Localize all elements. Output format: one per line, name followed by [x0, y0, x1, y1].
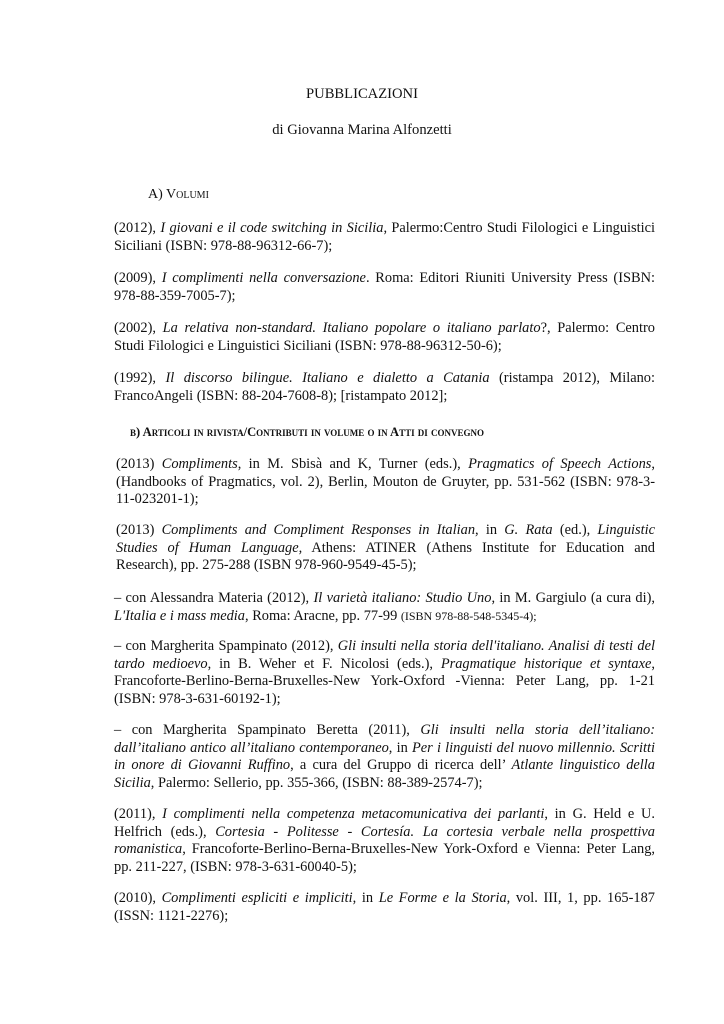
- entry-text: , in: [475, 522, 505, 538]
- entry-details: , Francoforte-Berlino-Berna-Bruxelles-New York-Oxford e Vienna: Peter Lang, pp. 211-227, (ISBN: 978-3-631-60040-5);: [114, 841, 655, 875]
- entry-details: , (Handbooks of Pragmatics, vol. 2), Berlin, Mouton de Gruyter, pp. 531-562 (ISBN: 978-3-11-023201-1);: [116, 456, 655, 508]
- entry-details: . Roma: Editori Riuniti University Press (ISBN: 978-88-359-7005-7);: [114, 270, 656, 304]
- entry-year: (2009),: [114, 270, 162, 286]
- entry-source: L'Italia e i mass media: [114, 607, 245, 624]
- entry-details: Athens: ATINER (Athens Institute for Education and Research), pp. 275-288 (ISBN 978-960-9549-45-5);: [116, 539, 655, 574]
- entry-details: ?, Palermo: Centro Studi Filologici e Linguistici Siciliani (ISBN: 978-88-96312-50-6);: [114, 320, 655, 354]
- entry-text: (2013): [116, 456, 162, 472]
- entry-title: I giovani e il code switching in Sicilia: [160, 220, 384, 236]
- entry-title: I complimenti nella conversazione: [161, 270, 366, 286]
- entry-text: – con Alessandra Materia (2012),: [114, 590, 314, 606]
- entry-text: (2011),: [114, 806, 163, 822]
- entry-text: , in G. Held e U. Helfrich (eds.),: [114, 806, 655, 840]
- article-entry: [114, 590, 655, 625]
- document-title: PUBBLICAZIONI: [306, 86, 418, 102]
- entry-source: Pragmatics of Speech Actions: [468, 456, 652, 472]
- article-entry: [116, 522, 655, 575]
- section-b-heading: b) Articoli in rivista/Contributi in volume o in Atti di convegno: [130, 425, 484, 439]
- entry-year: (2002),: [114, 320, 163, 336]
- author-line: di Giovanna Marina Alfonzetti: [272, 122, 452, 138]
- entry-text: , in M. Sbisà and K, Turner (eds.),: [237, 456, 469, 472]
- entry-details: , Roma: Aracne, pp. 77-99: [245, 607, 401, 624]
- entry-source: Per i linguisti del nuovo millennio. Scritti in onore di Giovanni Ruffino: [114, 739, 655, 774]
- entry-title: Il discorso bilingue. Italiano e dialetto a Catania: [165, 370, 490, 386]
- entry-text: , in: [388, 739, 412, 756]
- article-entry: [114, 806, 655, 876]
- volume-entry: [114, 220, 655, 255]
- entry-source: Le Forme e la Storia: [378, 890, 507, 906]
- entry-text: (2013): [116, 522, 162, 538]
- entry-text: , in B. Weher et F. Nicolosi (eds.),: [207, 655, 441, 672]
- entry-text: , in M. Gargiulo (a cura di),: [491, 590, 655, 606]
- entry-title: Gli insulti nella storia dell'italiano. Analisi di testi del tardo medioevo: [114, 638, 655, 672]
- entry-details: (ristampa 2012), Milano: FrancoAngeli (ISBN: 88-204-7608-8); [ristampato 2012];: [114, 370, 655, 404]
- volume-entry: [114, 370, 655, 405]
- entry-details: , Palermo: Sellerio, pp. 355-366, (ISBN: 88-389-2574-7);: [150, 774, 483, 791]
- entry-text: – con Margherita Spampinato Beretta (2011),: [114, 722, 421, 738]
- entry-title: Complimenti espliciti e impliciti: [161, 890, 353, 906]
- entry-title: Compliments: [161, 456, 238, 472]
- entry-title: Compliments and Compliment Responses in Italian: [161, 522, 476, 538]
- article-entry: [114, 638, 655, 708]
- volume-entry: [114, 320, 655, 355]
- entry-text: (ed.),: [552, 522, 598, 538]
- entry-title: Gli insulti nella storia dell’italiano: dall’italiano antico all’italiano contemporaneo: [114, 722, 655, 756]
- entry-source: Pragmatique historique et syntaxe: [440, 655, 652, 672]
- article-entry: [116, 456, 655, 509]
- entry-isbn: (ISBN 978-88-548-5345-4);: [400, 608, 537, 623]
- entry-details: , Palermo:Centro Studi Filologici e Linguistici Siciliani (ISBN: 978-88-96312-66-7);: [114, 220, 656, 254]
- entry-year: (2012),: [114, 220, 161, 236]
- volume-entry: [114, 270, 655, 305]
- entry-title: Il varietà italiano: Studio Uno: [313, 590, 492, 606]
- entry-details: , Francoforte-Berlino-Berna-Bruxelles-New York-Oxford -Vienna: Peter Lang, pp. 1-21 (ISBN: 978-3-631-60192-1);: [114, 655, 656, 707]
- entry-text: , in: [352, 890, 379, 906]
- entry-year: (1992),: [114, 370, 166, 386]
- article-entry: [114, 890, 655, 925]
- entry-title: La relativa non-standard. Italiano popolare o italiano parlato: [162, 320, 541, 336]
- entry-source: Cortesia - Politesse - Cortesía. La cortesia verbale nella prospettiva romanistica: [114, 823, 655, 858]
- entry-editor: G. Rata: [504, 522, 553, 538]
- entry-source: Linguistic Studies of Human Language,: [116, 522, 655, 556]
- section-a-heading: A) Volumi: [148, 187, 209, 202]
- entry-text: – con Margherita Spampinato (2012),: [114, 638, 338, 654]
- entry-title: I complimenti nella competenza metacomunicativa dei parlanti: [162, 806, 545, 822]
- entry-text: (2010),: [114, 890, 162, 906]
- article-entry: [114, 722, 655, 792]
- entry-details: , vol. III, 1, pp. 165-187 (ISSN: 1121-2276);: [114, 890, 655, 924]
- entry-source-atlas: Atlante linguistico della Sicilia: [114, 757, 656, 791]
- entry-text: , a cura del Gruppo di ricerca dell’: [290, 757, 512, 774]
